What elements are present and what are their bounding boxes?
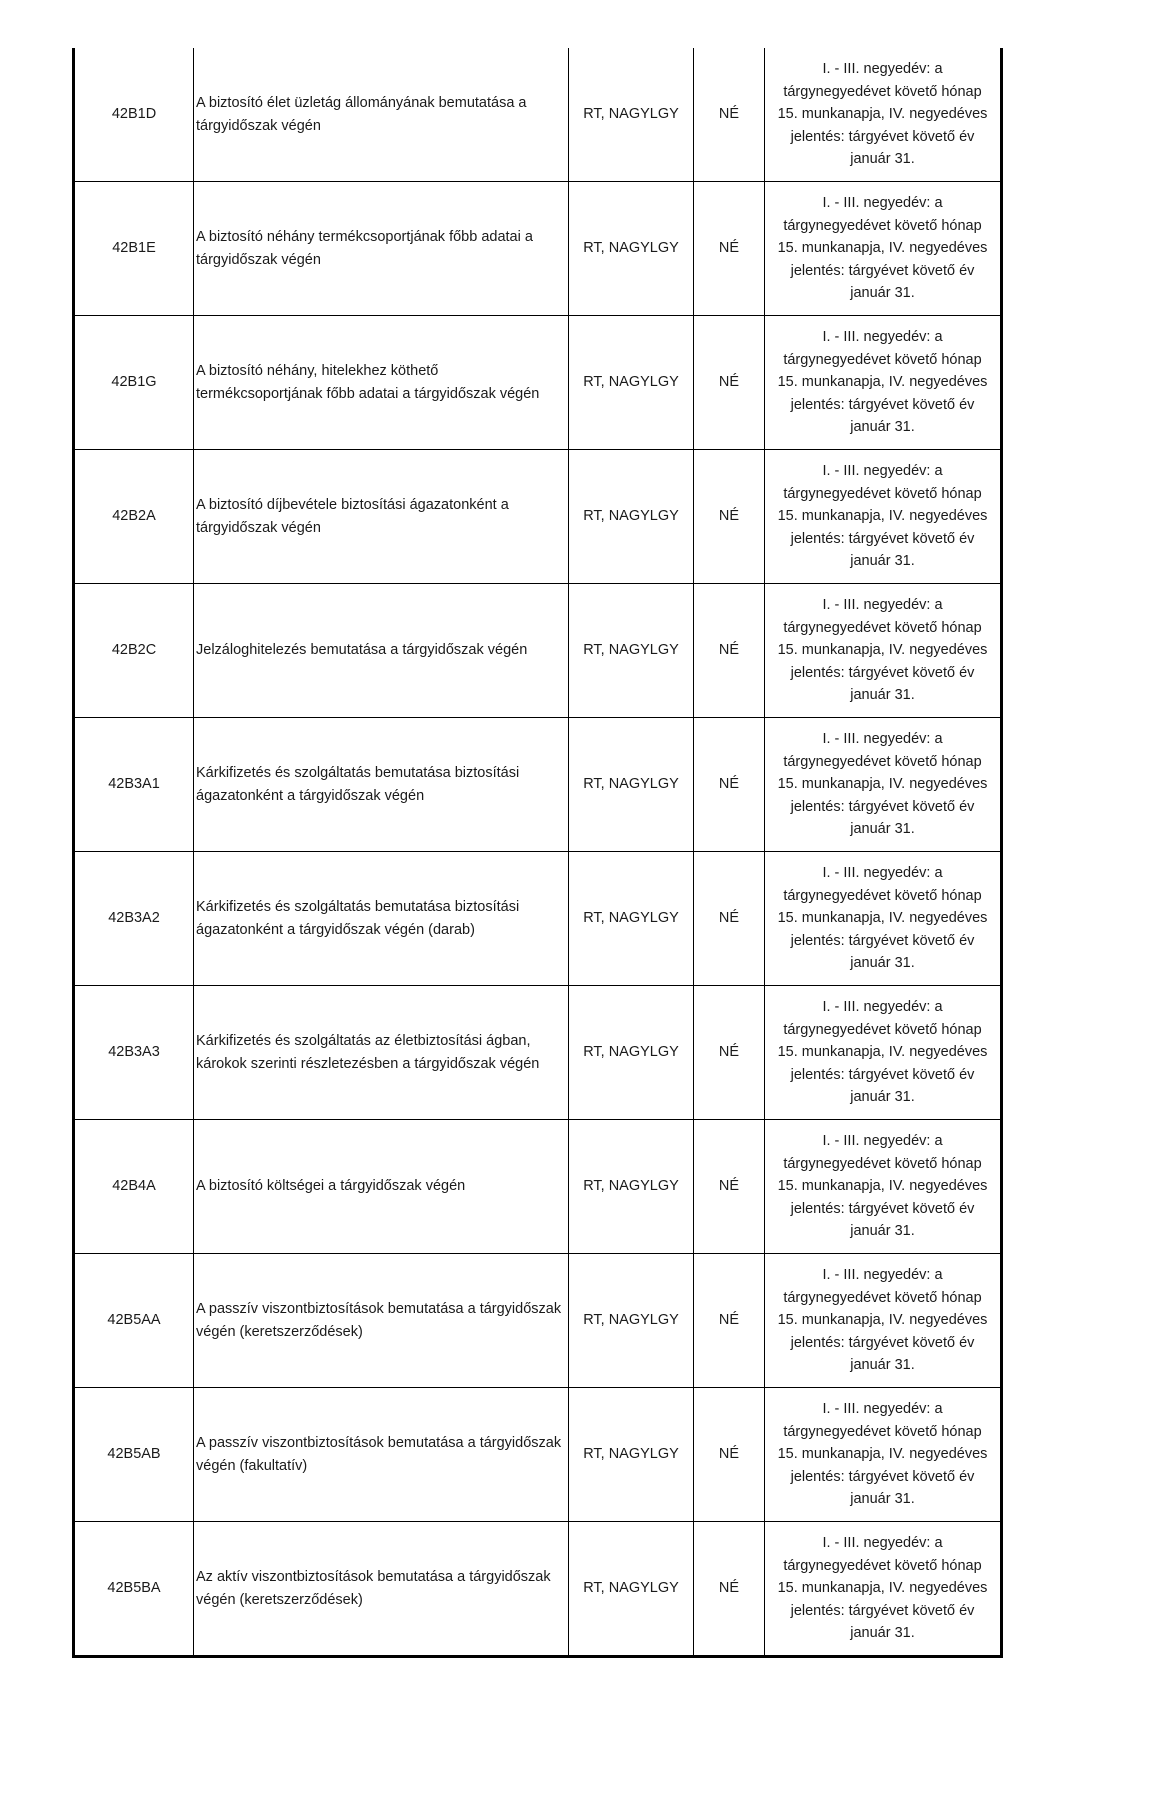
description-cell: Kárkifizetés és szolgáltatás bemutatása biztosítási ágazatonként a tárgyidőszak végén (darab)	[194, 852, 569, 986]
deadline-line: I. - III. negyedév: a	[822, 865, 943, 882]
deadline-cell	[765, 1388, 1002, 1522]
deadline-line: január 31.	[850, 285, 915, 302]
code-cell: 42B2A	[74, 450, 194, 584]
deadline-line: tárgynegyedévet követő hónap	[783, 83, 982, 100]
recipient-cell: RT, NAGYLGY	[569, 718, 694, 852]
deadline-line: január 31.	[850, 1357, 915, 1374]
deadline-line: I. - III. negyedév: a	[822, 1267, 943, 1284]
flag-cell: NÉ	[694, 450, 765, 584]
code-cell: 42B2C	[74, 584, 194, 718]
deadline-line: január 31.	[850, 151, 915, 168]
recipient-cell: RT, NAGYLGY	[569, 1388, 694, 1522]
deadline-line: tárgynegyedévet követő hónap	[783, 485, 982, 502]
description-cell: A passzív viszontbiztosítások bemutatása a tárgyidőszak végén (fakultatív)	[194, 1388, 569, 1522]
flag-cell: NÉ	[694, 986, 765, 1120]
flag-cell: NÉ	[694, 182, 765, 316]
deadline-line: 15. munkanapja, IV. negyedéves	[777, 240, 988, 257]
deadline-line: tárgynegyedévet követő hónap	[783, 753, 982, 770]
recipient-cell: RT, NAGYLGY	[569, 1120, 694, 1254]
recipient-cell: RT, NAGYLGY	[569, 1522, 694, 1657]
table-row	[74, 1388, 1002, 1522]
deadline-line: I. - III. negyedév: a	[822, 1401, 943, 1418]
deadline-line: 15. munkanapja, IV. negyedéves	[777, 1178, 988, 1195]
deadline-line: I. - III. negyedév: a	[822, 463, 943, 480]
deadline-line: I. - III. negyedév: a	[822, 329, 943, 346]
deadline-line: január 31.	[850, 687, 915, 704]
flag-cell: NÉ	[694, 48, 765, 182]
code-cell: 42B4A	[74, 1120, 194, 1254]
description-cell: A passzív viszontbiztosítások bemutatása a tárgyidőszak végén (keretszerződések)	[194, 1254, 569, 1388]
description-cell: A biztosító költségei a tárgyidőszak végén	[194, 1120, 569, 1254]
deadline-line: tárgynegyedévet követő hónap	[783, 217, 982, 234]
table-row	[74, 718, 1002, 852]
description-cell: Kárkifizetés és szolgáltatás bemutatása biztosítási ágazatonként a tárgyidőszak végén	[194, 718, 569, 852]
deadline-line: tárgynegyedévet követő hónap	[783, 619, 982, 636]
deadline-line: tárgynegyedévet követő hónap	[783, 1289, 982, 1306]
flag-cell: NÉ	[694, 1254, 765, 1388]
recipient-cell: RT, NAGYLGY	[569, 986, 694, 1120]
deadline-line: jelentés: tárgyévet követő év	[790, 530, 975, 547]
deadline-line: január 31.	[850, 553, 915, 570]
description-cell: Az aktív viszontbiztosítások bemutatása a tárgyidőszak végén (keretszerződések)	[194, 1522, 569, 1657]
deadline-cell	[765, 718, 1002, 852]
deadline-line: január 31.	[850, 1089, 915, 1106]
table-row	[74, 316, 1002, 450]
deadline-cell	[765, 450, 1002, 584]
code-cell: 42B3A3	[74, 986, 194, 1120]
deadline-line: 15. munkanapja, IV. negyedéves	[777, 642, 988, 659]
deadline-line: jelentés: tárgyévet követő év	[790, 664, 975, 681]
table-row	[74, 1522, 1002, 1657]
deadline-line: jelentés: tárgyévet követő év	[790, 1468, 975, 1485]
deadline-line: I. - III. negyedév: a	[822, 1133, 943, 1150]
code-cell: 42B5AB	[74, 1388, 194, 1522]
deadline-cell	[765, 1522, 1002, 1657]
code-cell: 42B5BA	[74, 1522, 194, 1657]
deadline-cell	[765, 1254, 1002, 1388]
deadline-line: I. - III. negyedév: a	[822, 999, 943, 1016]
recipient-cell: RT, NAGYLGY	[569, 48, 694, 182]
deadline-line: jelentés: tárgyévet követő év	[790, 1200, 975, 1217]
deadline-cell	[765, 852, 1002, 986]
deadline-line: tárgynegyedévet követő hónap	[783, 351, 982, 368]
deadline-line: 15. munkanapja, IV. negyedéves	[777, 374, 988, 391]
flag-cell: NÉ	[694, 584, 765, 718]
description-cell: Jelzáloghitelezés bemutatása a tárgyidőszak végén	[194, 584, 569, 718]
recipient-cell: RT, NAGYLGY	[569, 182, 694, 316]
deadline-line: tárgynegyedévet követő hónap	[783, 1155, 982, 1172]
flag-cell: NÉ	[694, 1120, 765, 1254]
deadline-cell	[765, 316, 1002, 450]
code-cell: 42B5AA	[74, 1254, 194, 1388]
description-cell: A biztosító néhány, hitelekhez köthető termékcsoportjának főbb adatai a tárgyidőszak végén	[194, 316, 569, 450]
description-cell: A biztosító élet üzletág állományának bemutatása a tárgyidőszak végén	[194, 48, 569, 182]
description-cell: A biztosító néhány termékcsoportjának főbb adatai a tárgyidőszak végén	[194, 182, 569, 316]
code-cell: 42B3A1	[74, 718, 194, 852]
deadline-line: 15. munkanapja, IV. negyedéves	[777, 910, 988, 927]
deadline-line: tárgynegyedévet követő hónap	[783, 1557, 982, 1574]
deadline-line: 15. munkanapja, IV. negyedéves	[777, 1044, 988, 1061]
deadline-cell	[765, 182, 1002, 316]
deadline-cell	[765, 48, 1002, 182]
deadline-line: jelentés: tárgyévet követő év	[790, 1602, 975, 1619]
description-cell: Kárkifizetés és szolgáltatás az életbiztosítási ágban, károkok szerinti részletezésben a tárgyidőszak végén	[194, 986, 569, 1120]
description-cell: A biztosító díjbevétele biztosítási ágazatonként a tárgyidőszak végén	[194, 450, 569, 584]
flag-cell: NÉ	[694, 852, 765, 986]
deadline-line: 15. munkanapja, IV. negyedéves	[777, 106, 988, 123]
flag-cell: NÉ	[694, 718, 765, 852]
deadline-line: tárgynegyedévet követő hónap	[783, 1021, 982, 1038]
code-cell: 42B1G	[74, 316, 194, 450]
reporting-table	[72, 48, 1003, 1658]
recipient-cell: RT, NAGYLGY	[569, 316, 694, 450]
deadline-line: jelentés: tárgyévet követő év	[790, 1334, 975, 1351]
table-row	[74, 182, 1002, 316]
deadline-line: 15. munkanapja, IV. negyedéves	[777, 1312, 988, 1329]
deadline-line: január 31.	[850, 1625, 915, 1642]
table-row	[74, 1254, 1002, 1388]
code-cell: 42B1E	[74, 182, 194, 316]
table-row	[74, 986, 1002, 1120]
deadline-line: 15. munkanapja, IV. negyedéves	[777, 1446, 988, 1463]
deadline-line: január 31.	[850, 955, 915, 972]
deadline-line: 15. munkanapja, IV. negyedéves	[777, 1580, 988, 1597]
deadline-line: I. - III. negyedév: a	[822, 1535, 943, 1552]
deadline-line: jelentés: tárgyévet követő év	[790, 932, 975, 949]
code-cell: 42B1D	[74, 48, 194, 182]
recipient-cell: RT, NAGYLGY	[569, 1254, 694, 1388]
deadline-line: január 31.	[850, 821, 915, 838]
deadline-line: január 31.	[850, 1223, 915, 1240]
deadline-line: jelentés: tárgyévet követő év	[790, 1066, 975, 1083]
recipient-cell: RT, NAGYLGY	[569, 584, 694, 718]
table-row	[74, 450, 1002, 584]
code-cell: 42B3A2	[74, 852, 194, 986]
table-row	[74, 48, 1002, 182]
deadline-line: jelentés: tárgyévet követő év	[790, 262, 975, 279]
flag-cell: NÉ	[694, 1388, 765, 1522]
flag-cell: NÉ	[694, 316, 765, 450]
table-body	[74, 48, 1002, 1657]
deadline-cell	[765, 584, 1002, 718]
table-row	[74, 584, 1002, 718]
recipient-cell: RT, NAGYLGY	[569, 450, 694, 584]
deadline-line: 15. munkanapja, IV. negyedéves	[777, 776, 988, 793]
deadline-line: I. - III. negyedév: a	[822, 597, 943, 614]
flag-cell: NÉ	[694, 1522, 765, 1657]
deadline-line: jelentés: tárgyévet követő év	[790, 396, 975, 413]
deadline-line: I. - III. negyedév: a	[822, 731, 943, 748]
deadline-line: január 31.	[850, 1491, 915, 1508]
deadline-line: jelentés: tárgyévet követő év	[790, 128, 975, 145]
deadline-line: január 31.	[850, 419, 915, 436]
deadline-line: I. - III. negyedév: a	[822, 61, 943, 78]
deadline-cell	[765, 1120, 1002, 1254]
table-row	[74, 1120, 1002, 1254]
table-row	[74, 852, 1002, 986]
deadline-cell	[765, 986, 1002, 1120]
deadline-line: tárgynegyedévet követő hónap	[783, 1423, 982, 1440]
deadline-line: tárgynegyedévet követő hónap	[783, 887, 982, 904]
deadline-line: jelentés: tárgyévet követő év	[790, 798, 975, 815]
deadline-line: 15. munkanapja, IV. negyedéves	[777, 508, 988, 525]
recipient-cell: RT, NAGYLGY	[569, 852, 694, 986]
deadline-line: I. - III. negyedév: a	[822, 195, 943, 212]
